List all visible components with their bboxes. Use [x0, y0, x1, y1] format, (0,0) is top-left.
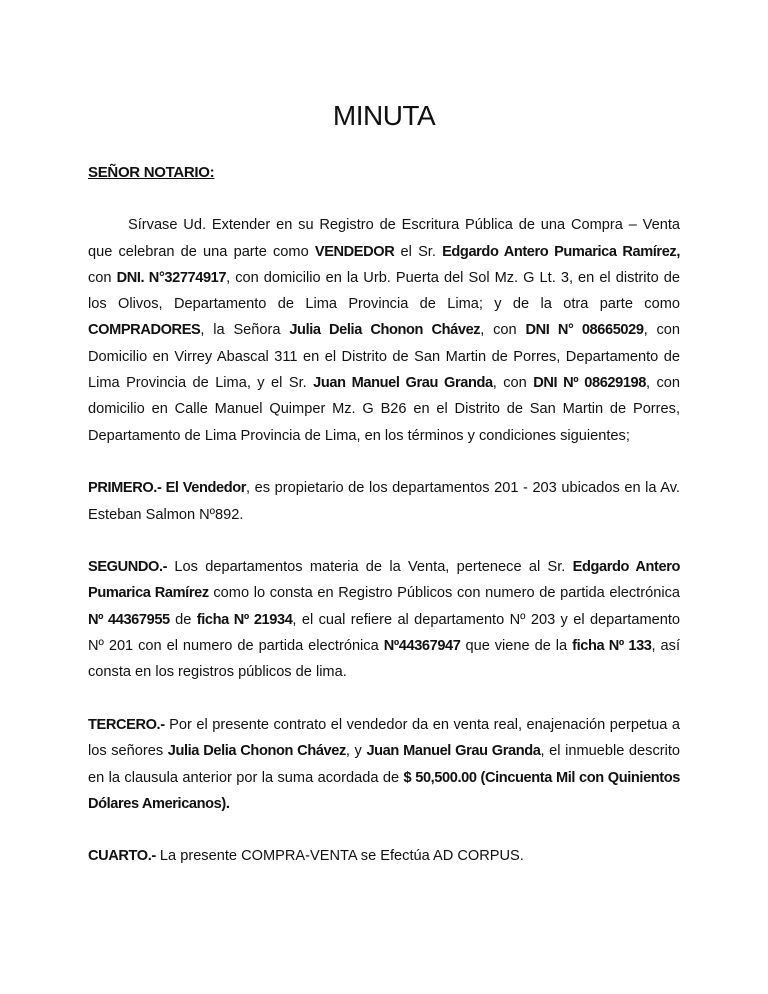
intro-paragraph [88, 212, 680, 449]
body-text: Sírvase Ud. Extender en su Registro de Escritura Pública de una Compra – Venta que celebran de una parte como [88, 217, 680, 260]
bold-text: DNI. N°32774917 [116, 269, 227, 286]
bold-text: Julia Delia Chonon Chávez [289, 322, 481, 339]
body-text: , el cual refiere al departamento Nº 203 y el departamento Nº 201 con el numero de partida electrónica [88, 611, 680, 655]
body-text: que viene de la [460, 638, 573, 655]
body-text: , es propietario de los departamentos 201 - 203 ubicados en la Av. Esteban Salmon Nº892. [88, 480, 680, 523]
salutation: SEÑOR NOTARIO: [88, 164, 215, 181]
bold-text: PRIMERO.- El Vendedor [88, 480, 247, 497]
bold-text: DNI N° 08665029 [525, 322, 644, 339]
bold-text: $ 50,500.00 (Cincuenta Mil con Quinientos Dólares Americanos). [88, 769, 680, 812]
body-text: de [169, 611, 197, 628]
bold-text: ficha Nº 21934 [196, 611, 293, 628]
document-title: MINUTA [332, 100, 436, 131]
body-text: La presente COMPRA-VENTA se Efectúa AD CORPUS. [155, 848, 524, 865]
body-text: Los departamentos materia de la Venta, pertenece al Sr. [167, 559, 573, 576]
body-text: , con [492, 375, 534, 392]
document-page [88, 96, 680, 896]
body-text: como lo consta en Registro Públicos con numero de partida electrónica [208, 585, 680, 602]
bold-text: Julia Delia Chonon Chávez [167, 743, 346, 760]
bold-text: TERCERO.- [88, 716, 165, 733]
clause-tercero [88, 712, 680, 817]
bold-text: DNI Nº 08629198 [533, 375, 646, 392]
body-text: el Sr. [394, 243, 443, 260]
clause-primero [88, 475, 680, 528]
bold-text: COMPRADORES [88, 322, 201, 339]
bold-text: Edgardo Antero Pumarica Ramírez, [442, 243, 680, 260]
bold-text: Juan Manuel Grau Granda [313, 375, 493, 392]
body-text: , y [345, 743, 367, 760]
body-text: Por el presente contrato el vendedor da en venta real, enajenación perpetua a los señores [88, 716, 680, 760]
clause-segundo [88, 554, 680, 685]
bold-text: Juan Manuel Grau Granda [366, 743, 541, 760]
clause-cuarto [88, 843, 680, 869]
bold-text: VENDEDOR [314, 243, 395, 260]
bold-text: Nº 44367955 [88, 611, 170, 628]
bold-text: Edgardo Antero Pumarica Ramírez [88, 559, 680, 602]
body-text: , así consta en los registros públicos de lima. [88, 638, 681, 681]
body-text: , el inmueble descrito en la clausula anterior por la suma acordada de [88, 743, 681, 786]
body-text: , con domicilio en Calle Manuel Quimper Mz. G B26 en el Distrito de San Martin de Porres, Departamento de Lima Provincia de Lima, en los términos y condiciones siguientes; [88, 375, 681, 444]
bold-text: ficha Nº 133 [572, 638, 652, 655]
body-text: , con domicilio en la Urb. Puerta del Sol Mz. G Lt. 3, en el distrito de los Olivos, Departamento de Lima Provincia de Lima; y de la otra parte como [88, 269, 680, 313]
body-text: , la Señora [200, 322, 290, 339]
body-text: , con [480, 322, 526, 339]
bold-text: SEGUNDO.- [88, 559, 168, 576]
bold-text: CUARTO.- [88, 848, 156, 865]
bold-text: Nº44367947 [383, 638, 461, 655]
body-text: , con Domicilio en Virrey Abascal 311 en el Distrito de San Martin de Porres, Departamento de Lima Provincia de Lima, y el Sr. [88, 322, 680, 392]
body-text: con [88, 269, 117, 286]
